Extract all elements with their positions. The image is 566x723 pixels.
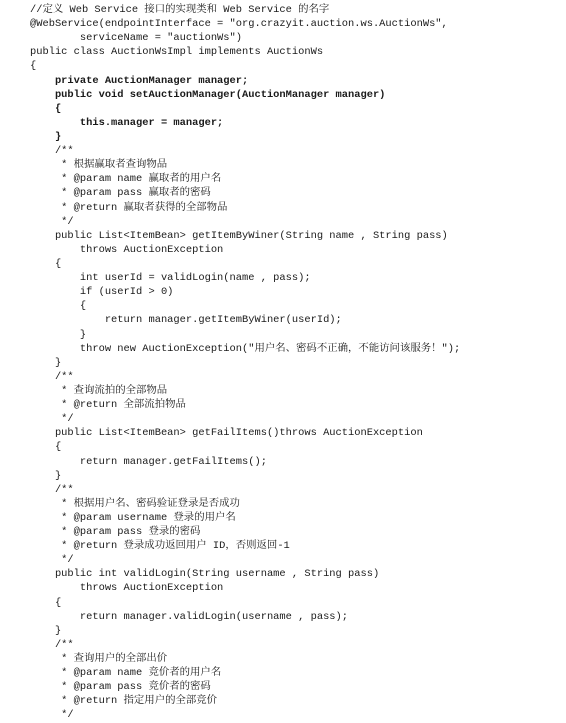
code-line: public void setAuctionManager(AuctionManager manager) (30, 88, 386, 101)
code-line: * @param name 赢取者的用户名 (30, 173, 222, 186)
code-line: /** (30, 483, 74, 496)
code-line: throws AuctionException (30, 243, 224, 256)
code-line: /** (30, 370, 74, 383)
code-line: * @param name 竞价者的用户名 (30, 667, 222, 680)
code-line: * @return 全部流拍物品 (30, 399, 186, 412)
code-line: this.manager = manager; (30, 116, 224, 129)
code-line: public class AuctionWsImpl implements AuctionWs (30, 46, 324, 59)
code-line: * @param pass 竞价者的密码 (30, 681, 211, 694)
code-line: * 根据赢取者查询物品 (30, 159, 168, 172)
code-line: { (30, 300, 87, 313)
code-line: { (30, 257, 62, 270)
code-line: //定义 Web Service 接口的实现类和 Web Service 的名字 (30, 4, 330, 16)
code-line: * @return 登录成功返回用户 ID，否则返回-1 (30, 540, 290, 553)
code-line: if (userId > 0) (30, 286, 174, 299)
code-line: { (30, 596, 62, 609)
code-line: * @param pass 赢取者的密码 (30, 187, 211, 200)
code-line: * 查询流拍的全部物品 (30, 384, 168, 397)
code-line: public List<ItemBean> getItemByWiner(String name , String pass) (30, 229, 448, 242)
code-line: int userId = validLogin(name , pass); (30, 272, 311, 285)
code-line: { (30, 60, 37, 73)
code-line: serviceName = "auctionWs") (30, 32, 243, 45)
code-line: public int validLogin(String username , String pass) (30, 568, 380, 581)
code-line: * 根据用户名、密码验证登录是否成功 (30, 497, 240, 510)
code-line: /** (30, 638, 74, 651)
code-line: @WebService(endpointInterface = "org.crazyit.auction.ws.AuctionWs", (30, 18, 448, 31)
code-line: * @return 赢取者获得的全部物品 (30, 201, 228, 214)
code-line: { (30, 441, 62, 454)
code-line: } (30, 469, 62, 482)
code-line: public List<ItemBean> getFailItems()throws AuctionException (30, 427, 423, 440)
code-line: */ (30, 709, 74, 722)
code-line: */ (30, 554, 74, 567)
code-line: } (30, 130, 62, 143)
code-line: /** (30, 145, 74, 158)
code-line: * @return 指定用户的全部竞价 (30, 695, 218, 708)
code-line: } (30, 328, 87, 341)
code-line: * 查询用户的全部出价 (30, 653, 168, 666)
code-line: return manager.validLogin(username , pass); (30, 610, 349, 623)
code-line: return manager.getFailItems(); (30, 455, 267, 468)
code-line: private AuctionManager manager; (30, 74, 249, 87)
code-line: { (30, 102, 62, 115)
code-line: * @param pass 登录的密码 (30, 526, 201, 539)
code-line: throws AuctionException (30, 582, 224, 595)
code-line: * @param username 登录的用户名 (30, 511, 236, 524)
code-line: } (30, 624, 62, 637)
code-line: */ (30, 215, 74, 228)
code-line: } (30, 356, 62, 369)
code-line: throw new AuctionException("用户名、密码不正确，不能访问该服务！"); (30, 342, 461, 355)
code-line: return manager.getItemByWiner(userId); (30, 314, 342, 327)
code-line: */ (30, 413, 74, 426)
